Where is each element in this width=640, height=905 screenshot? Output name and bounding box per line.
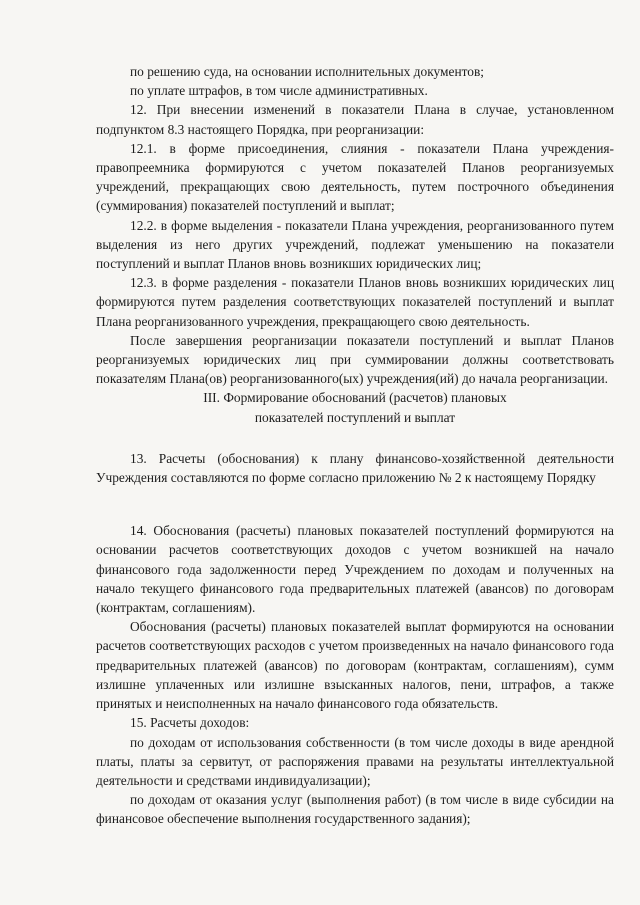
paragraph-14: 14. Обоснования (расчеты) плановых показателей поступлений формируются на основании расчетов соответствующих доходов с учетом возникшей на начало финансового года задолженности перед Учреждением по доходам и полученных на начало текущего финансового года предварительных платежей (авансов) по договорам (контрактам, соглашениям). [96,523,614,616]
paragraph-15: 15. Расчеты доходов: [130,715,250,731]
paragraph-12-3: 12.3. в форме разделения - показатели Планов вновь возникших юридических лиц формируются путем разделения соответствующих показателей поступлений и выплат Плана реорганизованного учреждения, прекращающего свою деятельность. [96,275,614,329]
paragraph-fines: по уплате штрафов, в том числе административных. [130,83,428,99]
paragraph-12-1: 12.1. в форме присоединения, слияния - показатели Плана учреждения-правопреемника формируются с учетом показателей Планов реорганизуемых учреждений, прекращающих свою деятельность, путем построчного объединения (суммирования) показателей поступлений и выплат; [96,140,614,214]
paragraph-12-2: 12.2. в форме выделения - показатели Плана учреждения, реорганизованного путем выделения из него других учреждений, подлежат уменьшению на показатели поступлений и выплат Планов вновь возникших юридических лиц; [96,217,614,272]
paragraph-court-decision: по решению суда, на основании исполнительных документов; [130,64,485,79]
section-heading [96,388,614,426]
paragraph-services-income: по доходам от оказания услуг (выполнения работ) (в том числе в виде субсидии на финансовое обеспечение выполнения государственного задания); [96,792,614,827]
paragraph-12: 12. При внесении изменений в показатели Плана в случае, установленном подпунктом 8.3 настоящего Порядка, при реорганизации: [96,102,614,137]
section-heading-line-2: показателей поступлений и выплат [254,409,456,425]
paragraph-property-income: по доходам от использования собственности (в том числе доходы в виде арендной платы, платы за сервитут, от распоряжения правами на результаты интеллектуальной деятельности и средствами индивидуализации); [96,734,614,788]
paragraph-13: 13. Расчеты (обоснования) к плану финансово-хозяйственной деятельности Учреждения составляются по форме согласно приложению № 2 к настоящему Порядку [96,450,614,486]
section-heading-line-1: III. Формирование обоснований (расчетов) плановых [203,390,507,406]
paragraph-payments-justification: Обоснования (расчеты) плановых показателей выплат формируются на основании расчетов соответствующих расходов с учетом произведенных на начало финансового года предварительных платежей (авансов) по договорам (контрактам, соглашениям), сумм излишне уплаченных или излишне взысканных налогов, пени, штрафов, а также принятых и неисполненных на начало финансового года обязательств. [96,619,614,712]
paragraph-after-reorganization: После завершения реорганизации показатели поступлений и выплат Планов реорганизуемых юридических лиц при суммировании должны соответствовать показателям Плана(ов) реорганизованного(ых) учреждения(ий) до начала реорганизации. [96,332,614,387]
